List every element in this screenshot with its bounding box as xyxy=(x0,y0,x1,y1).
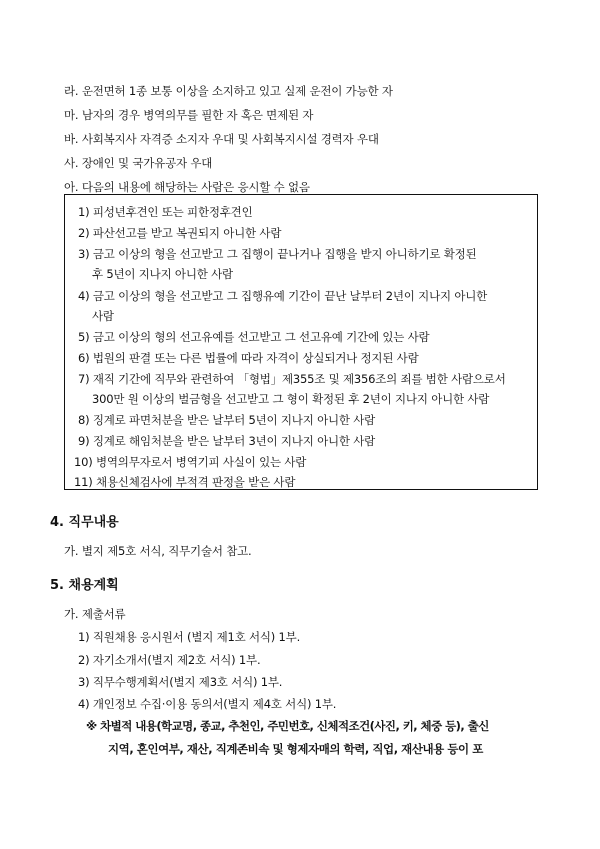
disqualification-item: 2) 파산선고를 받고 복권되지 아니한 사람 xyxy=(78,226,282,240)
document-item: 1) 직원채용 응시원서 (별지 제1호 서식) 1부. xyxy=(78,630,301,644)
note-line: 지역, 혼인여부, 재산, 직계존비속 및 형제자매의 학력, 직업, 재산내용 등이 포 xyxy=(108,742,483,756)
section-item: 가. 별지 제5호 서식, 직무기술서 참고. xyxy=(64,544,252,558)
document-item: 2) 자기소개서(별지 제2호 서식) 1부. xyxy=(78,653,261,667)
note-line: ※ 차별적 내용(학교명, 종교, 추천인, 주민번호, 신체적조건(사진, 키, 체중 등), 출신 xyxy=(86,719,489,733)
disqualification-item-continued: 300만 원 이상의 벌금형을 선고받고 그 형이 확정된 후 2년이 지나지 아니한 사람 xyxy=(92,392,490,406)
document-item: 4) 개인정보 수집·이용 동의서(별지 제4호 서식) 1부. xyxy=(78,697,337,711)
disqualification-item: 8) 징계로 파면처분을 받은 날부터 5년이 지나지 아니한 사람 xyxy=(78,413,376,427)
disqualification-item: 4) 금고 이상의 형을 선고받고 그 집행유예 기간이 끝난 날부터 2년이 지나지 아니한 xyxy=(78,289,488,303)
disqualification-item: 3) 금고 이상의 형을 선고받고 그 집행이 끝나거나 집행을 받지 아니하기로 확정된 xyxy=(78,247,477,261)
section-title: 4. 직무내용 xyxy=(50,515,119,530)
eligibility-item: 아. 다음의 내용에 해당하는 사람은 응시할 수 없음 xyxy=(64,180,310,194)
eligibility-item: 바. 사회복지사 자격증 소지자 우대 및 사회복지시설 경력자 우대 xyxy=(64,132,379,146)
eligibility-item: 라. 운전면허 1종 보통 이상을 소지하고 있고 실제 운전이 가능한 자 xyxy=(64,84,393,98)
document-item: 3) 직무수행계획서(별지 제3호 서식) 1부. xyxy=(78,675,283,689)
section-item: 가. 제출서류 xyxy=(64,607,126,621)
disqualification-item: 6) 법원의 판결 또는 다른 법률에 따라 자격이 상실되거나 정지된 사람 xyxy=(78,351,419,365)
disqualification-item: 5) 금고 이상의 형의 선고유예를 선고받고 그 선고유예 기간에 있는 사람 xyxy=(78,330,430,344)
eligibility-item: 마. 남자의 경우 병역의무를 필한 자 혹은 면제된 자 xyxy=(64,108,314,122)
section-title: 5. 채용계획 xyxy=(50,578,119,593)
disqualification-item-continued: 사람 xyxy=(92,309,114,323)
disqualification-item-continued: 후 5년이 지나지 아니한 사람 xyxy=(92,267,233,281)
disqualification-item: 10) 병역의무자로서 병역기피 사실이 있는 사람 xyxy=(74,455,307,469)
disqualification-item: 7) 재직 기간에 직무와 관련하여 「형법」제355조 및 제356조의 죄를 범한 사람으로서 xyxy=(78,372,506,386)
disqualification-item: 11) 채용신체검사에 부적격 판정을 받은 사람 xyxy=(74,475,296,489)
disqualification-item: 9) 징계로 해임처분을 받은 날부터 3년이 지나지 아니한 사람 xyxy=(78,434,376,448)
eligibility-item: 사. 장애인 및 국가유공자 우대 xyxy=(64,156,213,170)
disqualification-item: 1) 피성년후견인 또는 피한정후견인 xyxy=(78,205,253,219)
